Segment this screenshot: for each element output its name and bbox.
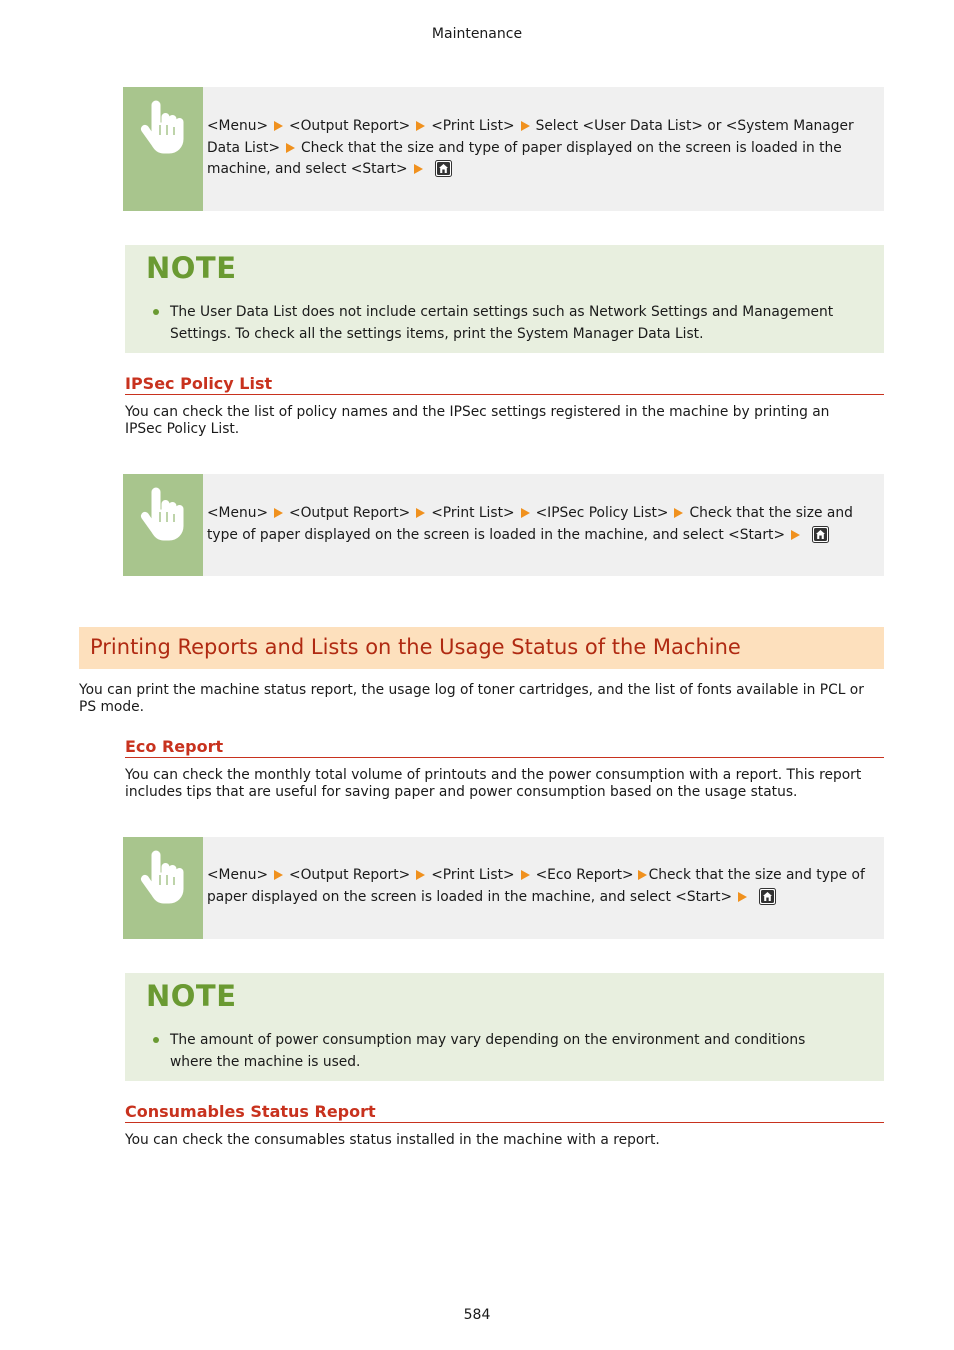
home-icon — [812, 526, 829, 543]
operation-box-eco-report — [123, 837, 884, 939]
play-arrow-icon — [274, 870, 283, 880]
operation-box-user-data-list — [123, 87, 884, 211]
play-arrow-icon — [638, 870, 647, 880]
pointing-hand-icon — [140, 849, 184, 905]
home-icon — [759, 888, 776, 905]
ipsec-description: You can check the list of policy names and the IPSec settings registered in the machine by printing an IPSec Policy List. — [125, 404, 830, 437]
play-arrow-icon — [274, 508, 283, 518]
usage-section-description: You can print the machine status report, the usage log of toner cartridges, and the list of fonts available in PCL or PS mode. — [79, 682, 864, 715]
home-icon — [435, 160, 452, 177]
bullet-icon — [153, 309, 159, 315]
pointing-hand-icon — [140, 486, 184, 542]
ipsec-heading: IPSec Policy List — [125, 374, 884, 395]
operation-steps — [207, 503, 878, 546]
consumables-description: You can check the consumables status installed in the machine with a report. — [125, 1132, 660, 1148]
step-ipsec-policy-list: <IPSec Policy List> — [535, 505, 669, 521]
step-check-paper: Check that the size and type of paper displayed on the screen is loaded in the machine, and select <Start> — [207, 139, 842, 177]
consumables-heading: Consumables Status Report — [125, 1102, 884, 1123]
note-text: The User Data List does not include certain settings such as Network Settings and Management Settings. To check all the settings items, print the System Manager Data List. — [170, 304, 834, 342]
operation-steps — [207, 865, 878, 908]
step-check-paper: Check that the size and type of paper displayed on the screen is loaded in the machine, and select <Start> — [207, 505, 853, 543]
play-arrow-icon — [414, 164, 423, 174]
play-arrow-icon — [274, 121, 283, 131]
running-header: Maintenance — [431, 26, 523, 42]
eco-report-description: You can check the monthly total volume of printouts and the power consumption with a report. This report includes tips that are useful for saving paper and power consumption based on the usage status. — [125, 767, 862, 800]
play-arrow-icon — [674, 508, 683, 518]
step-menu: <Menu> — [207, 505, 269, 521]
play-arrow-icon — [416, 870, 425, 880]
note-box-user-data — [125, 245, 884, 353]
step-print-list: <Print List> — [431, 505, 515, 521]
step-print-list: <Print List> — [431, 118, 515, 134]
play-arrow-icon — [738, 892, 747, 902]
bullet-icon — [153, 1037, 159, 1043]
hand-column — [123, 474, 203, 576]
play-arrow-icon — [791, 530, 800, 540]
operation-box-ipsec — [123, 474, 884, 576]
step-menu: <Menu> — [207, 118, 269, 134]
play-arrow-icon — [416, 121, 425, 131]
operation-steps — [207, 116, 878, 181]
note-text: The amount of power consumption may vary depending on the environment and conditions where the machine is used. — [170, 1032, 806, 1070]
step-output-report: <Output Report> — [289, 867, 411, 883]
play-arrow-icon — [521, 508, 530, 518]
step-eco-report: <Eco Report> — [535, 867, 634, 883]
note-title: NOTE — [146, 979, 237, 1013]
play-arrow-icon — [521, 121, 530, 131]
step-print-list: <Print List> — [431, 867, 515, 883]
step-output-report: <Output Report> — [289, 505, 411, 521]
play-arrow-icon — [286, 143, 295, 153]
page-number: 584 — [463, 1307, 491, 1323]
pointing-hand-icon — [140, 99, 184, 155]
play-arrow-icon — [416, 508, 425, 518]
hand-column — [123, 837, 203, 939]
step-select-list: Select <User Data List> or <System Manager Data List> — [207, 118, 854, 156]
step-output-report: <Output Report> — [289, 118, 411, 134]
hand-column — [123, 87, 203, 211]
eco-report-heading: Eco Report — [125, 737, 884, 758]
section-heading-usage-status: Printing Reports and Lists on the Usage Status of the Machine — [79, 627, 884, 669]
play-arrow-icon — [521, 870, 530, 880]
note-box-power-consumption — [125, 973, 884, 1081]
step-menu: <Menu> — [207, 867, 269, 883]
note-title: NOTE — [146, 251, 237, 285]
step-check-paper: Check that the size and type of paper displayed on the screen is loaded in the machine, and select <Start> — [207, 867, 865, 905]
